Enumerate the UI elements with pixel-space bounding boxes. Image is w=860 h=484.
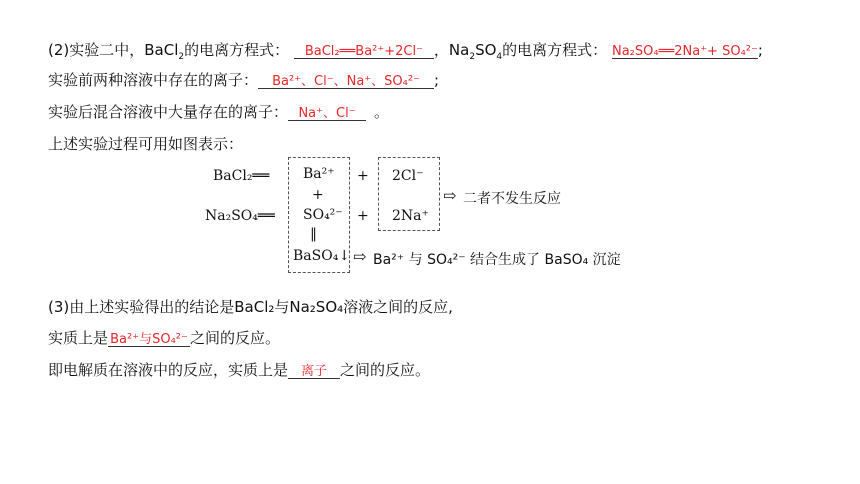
- question-3-line: [48, 297, 453, 317]
- answer-blank-2[interactable]: [612, 40, 758, 59]
- cl-ion: 2Cl⁻: [392, 168, 424, 184]
- na2so4-label: Na₂SO₄══: [205, 208, 275, 224]
- text: 实验后混合溶液中大量存在的离子：: [48, 103, 289, 121]
- text: 即电解质在溶液中的反应，实质上是: [48, 361, 289, 379]
- subscript: 2: [178, 52, 185, 62]
- plus-sign: +: [312, 187, 324, 203]
- answer-blank-5[interactable]: [108, 328, 190, 347]
- subscript: 4: [496, 52, 503, 62]
- ions-before-line: [48, 70, 439, 90]
- answer-text: Ba²⁺、Cl⁻、Na⁺、SO₄²⁻: [272, 74, 420, 89]
- figure-intro: [48, 134, 243, 154]
- na-ion: 2Na⁺: [392, 208, 429, 224]
- precipitate-note: Ba²⁺ 与 SO₄²⁻ 结合生成了 BaSO₄ 沉淀: [373, 252, 621, 268]
- ions-after-line: [48, 102, 389, 122]
- text: 之间的反应。: [190, 329, 281, 347]
- text: (2)实验二中，BaCl: [48, 41, 179, 59]
- plus-sign: +: [357, 208, 369, 224]
- text: ;: [757, 41, 763, 59]
- subscript: 2: [469, 52, 476, 62]
- text: (3)由上述实验得出的结论是BaCl₂与Na₂SO₄溶液之间的反应,: [48, 298, 453, 316]
- text: 之间的反应。: [340, 361, 431, 379]
- text: 上述实验过程可用如图表示：: [48, 135, 244, 153]
- essence-line: [48, 328, 280, 348]
- text: 的电离方程式：: [184, 41, 290, 59]
- answer-blank-3[interactable]: [258, 70, 434, 89]
- answer-text: BaCl₂══Ba²⁺+2Cl⁻: [304, 44, 423, 59]
- answer-text: Na⁺、Cl⁻: [298, 106, 356, 121]
- text: 实验前两种溶液中存在的离子：: [48, 71, 259, 89]
- arrow-icon: ⇨: [443, 186, 457, 205]
- answer-text: Ba²⁺与SO₄²⁻: [110, 332, 188, 347]
- arrow-icon: ⇨: [353, 247, 367, 266]
- text: 实质上是: [48, 329, 109, 347]
- bacl2-label: BaCl₂══: [213, 168, 270, 184]
- conclusion-line: [48, 360, 430, 380]
- double-bar: ‖: [310, 226, 317, 242]
- ba-ion: Ba²⁺: [303, 166, 335, 182]
- text: ;: [434, 71, 440, 89]
- reaction-diagram: [205, 156, 655, 276]
- question-2-line: [48, 40, 763, 67]
- answer-text: Na₂SO₄══2Na⁺+ SO₄²⁻: [611, 44, 758, 59]
- so4-ion: SO₄²⁻: [303, 207, 343, 223]
- answer-blank-1[interactable]: [294, 40, 434, 59]
- no-reaction-note: 二者不发生反应: [463, 191, 561, 207]
- text: 的电离方程式：: [502, 41, 608, 59]
- text: ，Na: [433, 41, 470, 59]
- text: SO: [475, 41, 497, 59]
- answer-text: 离子: [301, 364, 328, 379]
- answer-blank-4[interactable]: [288, 102, 366, 121]
- text: 。: [374, 103, 390, 121]
- plus-sign: +: [357, 168, 369, 184]
- answer-blank-6[interactable]: [288, 360, 340, 379]
- baso4-precipitate: BaSO₄↓: [293, 248, 351, 264]
